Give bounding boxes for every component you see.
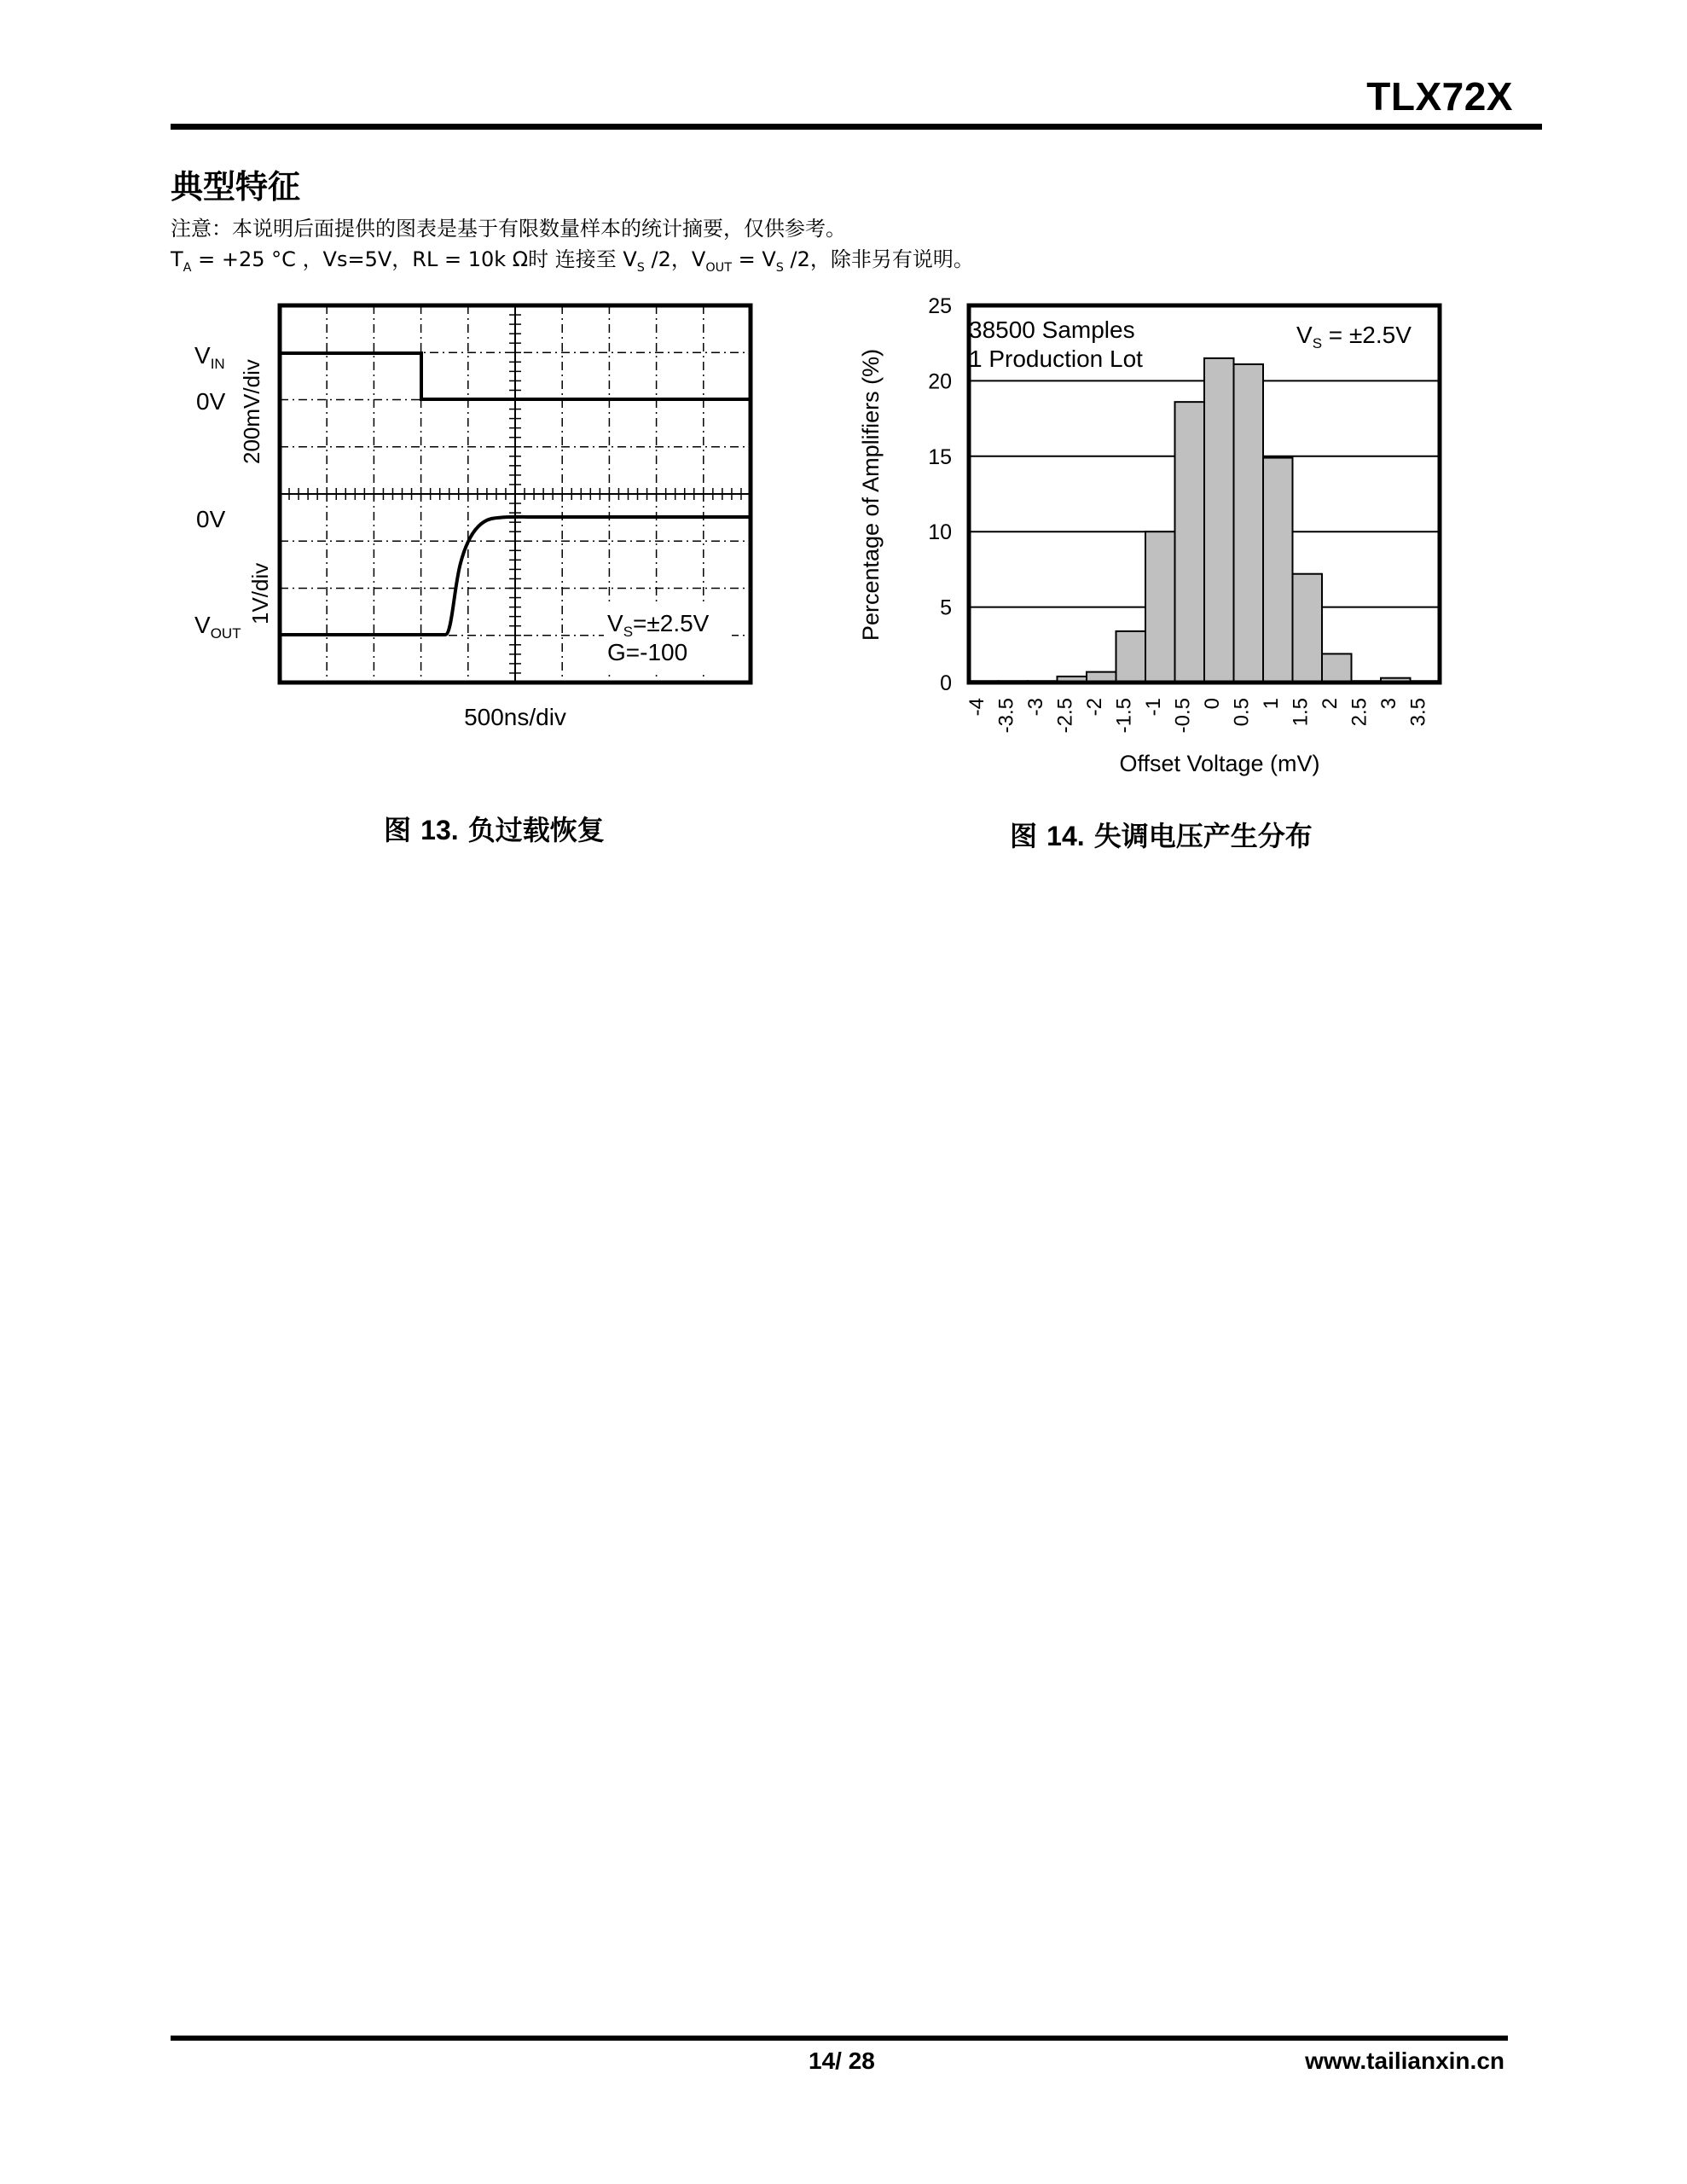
- histogram-x-tick-label: -1: [1142, 698, 1165, 717]
- histogram-y-tick-label: 5: [940, 595, 952, 620]
- histogram-x-tick-label: -4: [965, 698, 988, 717]
- histogram-x-tick-label: -3: [1024, 698, 1047, 717]
- annotation-samples: 38500 Samples: [969, 317, 1135, 343]
- annotation-vs: $V_S=\pm 2.5V$: [607, 610, 710, 640]
- histogram-y-tick-label: 15: [928, 444, 952, 469]
- histogram-y-tick-label: 25: [928, 294, 952, 318]
- figure13-scope: [171, 290, 785, 751]
- histogram-y-tick-label: 0: [940, 671, 952, 695]
- histogram-x-tick-label: -1.5: [1112, 698, 1136, 734]
- histogram-bar: [1234, 364, 1264, 682]
- histogram-bar: [1322, 653, 1352, 682]
- figure14-caption: 图 14. 失调电压产生分布: [1010, 820, 1313, 852]
- histogram-x-tick-label: -2.5: [1053, 698, 1077, 734]
- part-number: TLX72X: [1366, 74, 1513, 119]
- histogram-bars: [969, 358, 1440, 682]
- histogram-ylabel: Percentage of Amplifiers (%): [858, 348, 884, 642]
- histogram-bar: [1263, 458, 1293, 682]
- label-0v-bottom: 0V: [196, 506, 226, 532]
- histogram-x-tick-label: 0.5: [1230, 698, 1254, 727]
- histogram-x-tick-label: 0: [1201, 698, 1224, 710]
- histogram-bar: [1116, 631, 1146, 682]
- histogram-y-tick-label: 10: [928, 520, 952, 545]
- histogram-x-tick-label: 3: [1377, 698, 1400, 710]
- footer-url: www.tailianxin.cn: [1305, 2048, 1504, 2074]
- histogram-x-tick-label: 1.5: [1289, 698, 1313, 727]
- histogram-y-ticks: [928, 294, 952, 695]
- note-line-1: 注意：本说明后面提供的图表是基于有限数量样本的统计摘要，仅供参考。: [171, 217, 846, 241]
- annotation-lot: 1 Production Lot: [969, 346, 1143, 372]
- label-vin: $V_{IN}$: [194, 342, 225, 372]
- annotation-vs-hist: $V_S = \pm 2.5V$: [1296, 322, 1412, 351]
- label-0v-top: 0V: [196, 388, 226, 415]
- figure14-histogram: [844, 290, 1458, 785]
- label-1v-div: 1V/div: [247, 562, 273, 624]
- header-rule: [171, 124, 1542, 130]
- histogram-x-tick-label: 2: [1319, 698, 1342, 710]
- scope-xlabel: 500ns/div: [464, 704, 566, 730]
- label-200mv-div: 200mV/div: [239, 359, 264, 464]
- figure13-caption: 图 13. 负过载恢复: [384, 814, 605, 846]
- histogram-x-tick-label: 1: [1260, 698, 1283, 710]
- histogram-x-tick-label: -2: [1083, 698, 1106, 717]
- histogram-x-tick-label: -3.5: [994, 698, 1018, 734]
- histogram-y-tick-label: 20: [928, 369, 952, 394]
- section-title: 典型特征: [171, 168, 301, 206]
- histogram-bar: [1204, 358, 1234, 682]
- histogram-x-tick-label: -0.5: [1171, 698, 1195, 734]
- note-line-2: $T_A = +25$ °C ，Vs=5V，RL = 10k Ω时 连接至 $V_S$ /2，$V_{OUT} = V_S$ /2，除非另有说明。: [171, 247, 974, 275]
- histogram-x-ticks: [965, 698, 1430, 733]
- histogram-x-tick-label: 2.5: [1348, 698, 1371, 727]
- label-vout: $V_{OUT}$: [194, 612, 241, 642]
- histogram-bar: [1145, 531, 1175, 682]
- histogram-x-tick-label: 3.5: [1406, 698, 1430, 727]
- histogram-bar: [1175, 402, 1205, 682]
- page-number: 14/ 28: [809, 2048, 875, 2074]
- histogram-bar: [1293, 574, 1323, 682]
- footer-rule: [171, 2036, 1508, 2041]
- histogram-xlabel: Offset Voltage (mV): [1119, 751, 1320, 776]
- annotation-gain: G=-100: [607, 639, 688, 665]
